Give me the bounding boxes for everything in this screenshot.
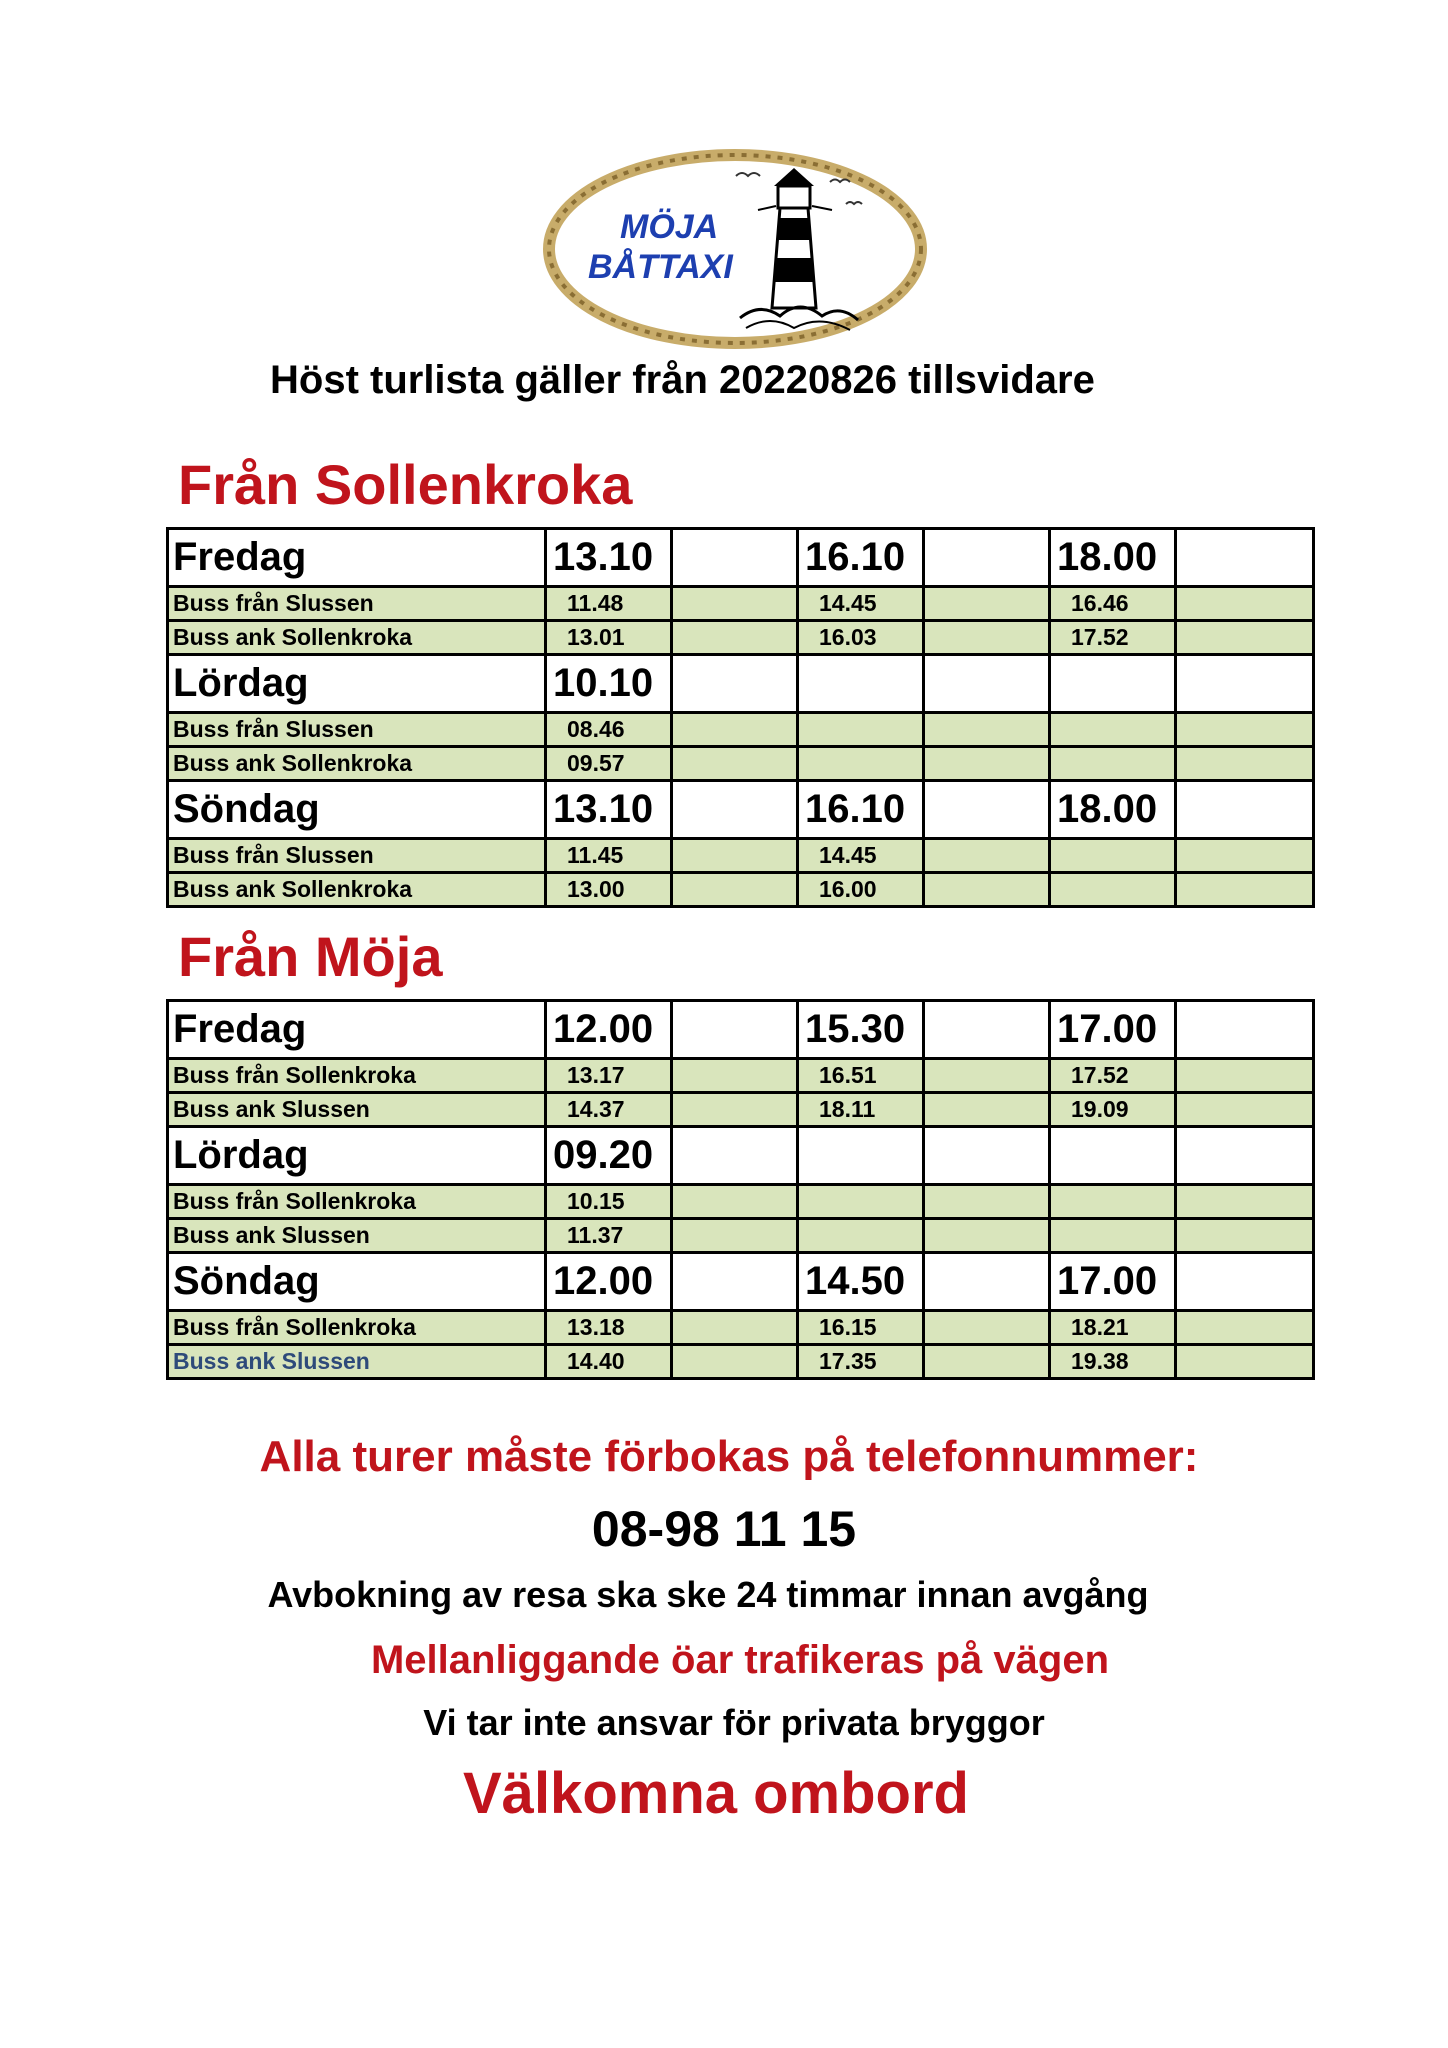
empty-cell xyxy=(1176,529,1314,587)
departure-time: 10.15 xyxy=(546,1185,672,1219)
empty-cell xyxy=(1176,1127,1314,1185)
departure-time: 09.20 xyxy=(546,1127,672,1185)
empty-cell xyxy=(672,655,798,713)
bus-label: Buss från Sollenkroka xyxy=(168,1311,546,1345)
empty-cell xyxy=(1176,1253,1314,1311)
empty-cell xyxy=(672,713,798,747)
departure-time: 13.18 xyxy=(546,1311,672,1345)
departure-time: 16.10 xyxy=(798,529,924,587)
departure-time: 11.37 xyxy=(546,1219,672,1253)
day-label: Lördag xyxy=(168,655,546,713)
empty-cell xyxy=(672,1345,798,1379)
departure-time: 18.00 xyxy=(1050,781,1176,839)
empty-cell xyxy=(672,1059,798,1093)
departure-time: 18.11 xyxy=(798,1093,924,1127)
empty-cell xyxy=(1176,1093,1314,1127)
section-heading-from-moja: Från Möja xyxy=(178,925,443,988)
departure-time: 12.00 xyxy=(546,1253,672,1311)
departure-time: 11.48 xyxy=(546,587,672,621)
bus-label: Buss från Sollenkroka xyxy=(168,1059,546,1093)
empty-cell xyxy=(672,873,798,907)
bus-row xyxy=(168,1219,1314,1253)
empty-cell xyxy=(1176,747,1314,781)
departure-time: 17.52 xyxy=(1050,621,1176,655)
departure-time: 17.35 xyxy=(798,1345,924,1379)
empty-cell xyxy=(1176,655,1314,713)
departure-time xyxy=(798,747,924,781)
day-label: Söndag xyxy=(168,1253,546,1311)
departure-time: 11.45 xyxy=(546,839,672,873)
bus-label: Buss ank Sollenkroka xyxy=(168,747,546,781)
welcome-note: Välkomna ombord xyxy=(463,1761,969,1826)
bus-row xyxy=(168,1185,1314,1219)
phone-number: 08-98 11 15 xyxy=(591,1501,857,1557)
departure-time: 13.10 xyxy=(546,781,672,839)
liability-note: Vi tar inte ansvar för privata bryggor xyxy=(423,1702,1045,1743)
departure-time: 16.00 xyxy=(798,873,924,907)
departure-time: 16.15 xyxy=(798,1311,924,1345)
bus-row xyxy=(168,587,1314,621)
departure-time xyxy=(798,713,924,747)
empty-cell xyxy=(1176,781,1314,839)
bus-label: Buss ank Sollenkroka xyxy=(168,621,546,655)
empty-cell xyxy=(672,1127,798,1185)
departure-time: 18.21 xyxy=(1050,1311,1176,1345)
islands-note: Mellanliggande öar trafikeras på vägen xyxy=(370,1638,1110,1682)
empty-cell xyxy=(924,713,1050,747)
empty-cell xyxy=(924,1219,1050,1253)
departure-time: 17.00 xyxy=(1050,1253,1176,1311)
departure-time xyxy=(1050,1219,1176,1253)
empty-cell xyxy=(924,587,1050,621)
empty-cell xyxy=(672,1093,798,1127)
departure-time: 14.40 xyxy=(546,1345,672,1379)
departure-time: 13.17 xyxy=(546,1059,672,1093)
departure-time: 14.45 xyxy=(798,839,924,873)
empty-cell xyxy=(672,529,798,587)
departure-time: 16.10 xyxy=(798,781,924,839)
bus-label: Buss ank Slussen xyxy=(168,1219,546,1253)
empty-cell xyxy=(672,747,798,781)
departure-time xyxy=(798,655,924,713)
day-label: Lördag xyxy=(168,1127,546,1185)
departure-time xyxy=(1050,747,1176,781)
departure-time: 13.00 xyxy=(546,873,672,907)
empty-cell xyxy=(1176,621,1314,655)
bus-row xyxy=(168,621,1314,655)
empty-cell xyxy=(1176,1311,1314,1345)
empty-cell xyxy=(1176,587,1314,621)
departure-time: 16.46 xyxy=(1050,587,1176,621)
day-row xyxy=(168,781,1314,839)
bus-label: Buss från Slussen xyxy=(168,587,546,621)
schedule-table-from-sollenkroka xyxy=(166,527,1315,908)
departure-time: 12.00 xyxy=(546,1001,672,1059)
empty-cell xyxy=(924,781,1050,839)
bus-label: Buss från Slussen xyxy=(168,839,546,873)
moja-battaxi-logo xyxy=(540,146,930,352)
departure-time: 19.38 xyxy=(1050,1345,1176,1379)
empty-cell xyxy=(672,1219,798,1253)
departure-time xyxy=(798,1185,924,1219)
empty-cell xyxy=(672,1311,798,1345)
bus-label: Buss ank Slussen xyxy=(168,1093,546,1127)
departure-time: 09.57 xyxy=(546,747,672,781)
empty-cell xyxy=(1176,713,1314,747)
empty-cell xyxy=(924,839,1050,873)
departure-time xyxy=(1050,839,1176,873)
bus-row xyxy=(168,1093,1314,1127)
departure-time: 16.51 xyxy=(798,1059,924,1093)
empty-cell xyxy=(924,1185,1050,1219)
bus-row xyxy=(168,747,1314,781)
empty-cell xyxy=(924,873,1050,907)
departure-time: 17.00 xyxy=(1050,1001,1176,1059)
bus-label: Buss från Sollenkroka xyxy=(168,1185,546,1219)
departure-time: 14.37 xyxy=(546,1093,672,1127)
day-label: Fredag xyxy=(168,1001,546,1059)
empty-cell xyxy=(1176,1219,1314,1253)
departure-time: 15.30 xyxy=(798,1001,924,1059)
empty-cell xyxy=(672,621,798,655)
bus-row xyxy=(168,839,1314,873)
departure-time: 08.46 xyxy=(546,713,672,747)
bus-label: Buss ank Sollenkroka xyxy=(168,873,546,907)
departure-time: 14.50 xyxy=(798,1253,924,1311)
departure-time: 16.03 xyxy=(798,621,924,655)
bus-row xyxy=(168,713,1314,747)
lighthouse-icon xyxy=(736,168,862,330)
departure-time: 17.52 xyxy=(1050,1059,1176,1093)
empty-cell xyxy=(924,1345,1050,1379)
bus-row xyxy=(168,1311,1314,1345)
departure-time: 18.00 xyxy=(1050,529,1176,587)
empty-cell xyxy=(924,747,1050,781)
schedule-subtitle: Höst turlista gäller från 20220826 tillsvidare xyxy=(270,358,1095,402)
bus-label: Buss ank Slussen xyxy=(168,1345,546,1379)
schedule-table-from-moja xyxy=(166,999,1315,1380)
empty-cell xyxy=(672,587,798,621)
empty-cell xyxy=(672,1185,798,1219)
empty-cell xyxy=(1176,1345,1314,1379)
day-row xyxy=(168,1001,1314,1059)
empty-cell xyxy=(924,655,1050,713)
empty-cell xyxy=(672,781,798,839)
booking-note: Alla turer måste förbokas på telefonnummer: xyxy=(259,1432,1199,1481)
bus-row xyxy=(168,1345,1314,1379)
bus-label: Buss från Slussen xyxy=(168,713,546,747)
departure-time: 10.10 xyxy=(546,655,672,713)
departure-time xyxy=(1050,1185,1176,1219)
day-label: Söndag xyxy=(168,781,546,839)
day-row xyxy=(168,1253,1314,1311)
empty-cell xyxy=(672,839,798,873)
empty-cell xyxy=(1176,873,1314,907)
section-heading-from-sollenkroka: Från Sollenkroka xyxy=(178,453,633,516)
empty-cell xyxy=(1176,1001,1314,1059)
day-row xyxy=(168,1127,1314,1185)
departure-time xyxy=(1050,873,1176,907)
departure-time xyxy=(1050,713,1176,747)
bus-row xyxy=(168,873,1314,907)
day-row xyxy=(168,655,1314,713)
departure-time xyxy=(798,1219,924,1253)
departure-time xyxy=(798,1127,924,1185)
departure-time: 19.09 xyxy=(1050,1093,1176,1127)
day-label: Fredag xyxy=(168,529,546,587)
empty-cell xyxy=(924,1127,1050,1185)
empty-cell xyxy=(924,621,1050,655)
departure-time: 14.45 xyxy=(798,587,924,621)
empty-cell xyxy=(672,1001,798,1059)
empty-cell xyxy=(924,1311,1050,1345)
departure-time: 13.01 xyxy=(546,621,672,655)
logo-text-line2: BÅTTAXI xyxy=(588,248,733,286)
departure-time xyxy=(1050,1127,1176,1185)
cancellation-note: Avbokning av resa ska ske 24 timmar innan avgång xyxy=(267,1574,1149,1615)
bus-row xyxy=(168,1059,1314,1093)
departure-time: 13.10 xyxy=(546,529,672,587)
empty-cell xyxy=(1176,839,1314,873)
empty-cell xyxy=(924,1253,1050,1311)
empty-cell xyxy=(924,1093,1050,1127)
empty-cell xyxy=(924,1059,1050,1093)
empty-cell xyxy=(1176,1059,1314,1093)
empty-cell xyxy=(1176,1185,1314,1219)
day-row xyxy=(168,529,1314,587)
empty-cell xyxy=(924,529,1050,587)
departure-time xyxy=(1050,655,1176,713)
empty-cell xyxy=(672,1253,798,1311)
logo-text-line1: MÖJA xyxy=(620,208,719,246)
empty-cell xyxy=(924,1001,1050,1059)
